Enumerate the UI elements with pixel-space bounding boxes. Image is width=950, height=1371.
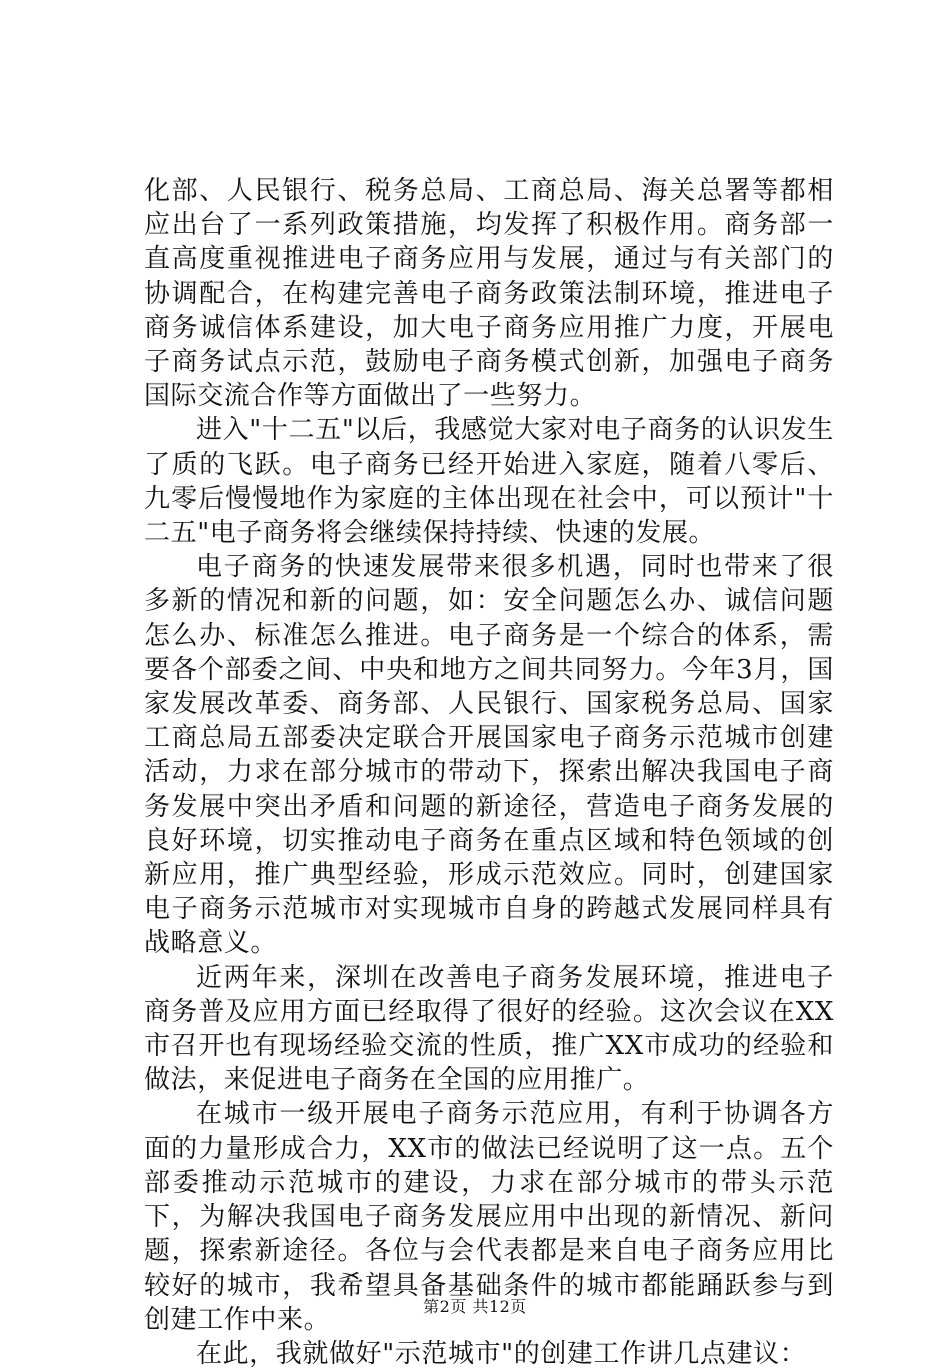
paragraph-opportunities: 电子商务的快速发展带来很多机遇，同时也带来了很多新的情况和新的问题，如：安全问题怎么办、诚信问题怎么办、标准怎么推进。电子商务是一个综合的体系，需要各个部委之间、中央和地方之间共同努力。今年3月，国家发展改革委、商务部、人民银行、国家税务总局、国家工商总局五部委决定联合开展国家电子商务示范城市创建活动，力求在部分城市的带动下，探索出解决我国电子商务发展中突出矛盾和问题的新途径，营造电子商务发展的良好环境，切实推动电子商务在重点区域和特色领域的创新应用，推广典型经验，形成示范效应。同时，创建国家电子商务示范城市对实现城市自身的跨越式发展同样具有战略意义。	[144, 552, 834, 959]
document-body	[144, 174, 834, 1371]
paragraph-shenzhen-experience: 近两年来，深圳在改善电子商务发展环境，推进电子商务普及应用方面已经取得了很好的经验。这次会议在XX市召开也有现场经验交流的性质，推广XX市成功的经验和做法，来促进电子商务在全国的应用推广。	[144, 962, 834, 1096]
paragraph-twelfth-five-year: 进入"十二五"以后，我感觉大家对电子商务的认识发生了质的飞跃。电子商务已经开始进入家庭，随着八零后、九零后慢慢地作为家庭的主体出现在社会中，可以预计"十二五"电子商务将会继续保持持续、快速的发展。	[144, 415, 834, 549]
page-footer: 第2页 共12页	[423, 1297, 527, 1316]
paragraph-city-demonstration: 在城市一级开展电子商务示范应用，有利于协调各方面的力量形成合力，XX市的做法已经说明了这一点。五个部委推动示范城市的建设，力求在部分城市的带头示范下，为解决我国电子商务发展应用中出现的新情况、新问题，探索新途径。各位与会代表都是来自电子商务应用比较好的城市，我希望具备基础条件的城市都能踊跃参与到创建工作中来。	[144, 1099, 834, 1335]
paragraph-suggestions-intro: 在此，我就做好"示范城市"的创建工作讲几点建议：	[196, 1338, 807, 1369]
paragraph-continuation: 化部、人民银行、税务总局、工商总局、海关总署等都相应出台了一系列政策措施，均发挥了积极作用。商务部一直高度重视推进电子商务应用与发展，通过与有关部门的协调配合，在构建完善电子商务政策法制环境，推进电子商务诚信体系建设，加大电子商务应用推广力度，开展电子商务试点示范，鼓励电子商务模式创新，加强电子商务国际交流合作等方面做出了一些努力。	[144, 176, 834, 412]
